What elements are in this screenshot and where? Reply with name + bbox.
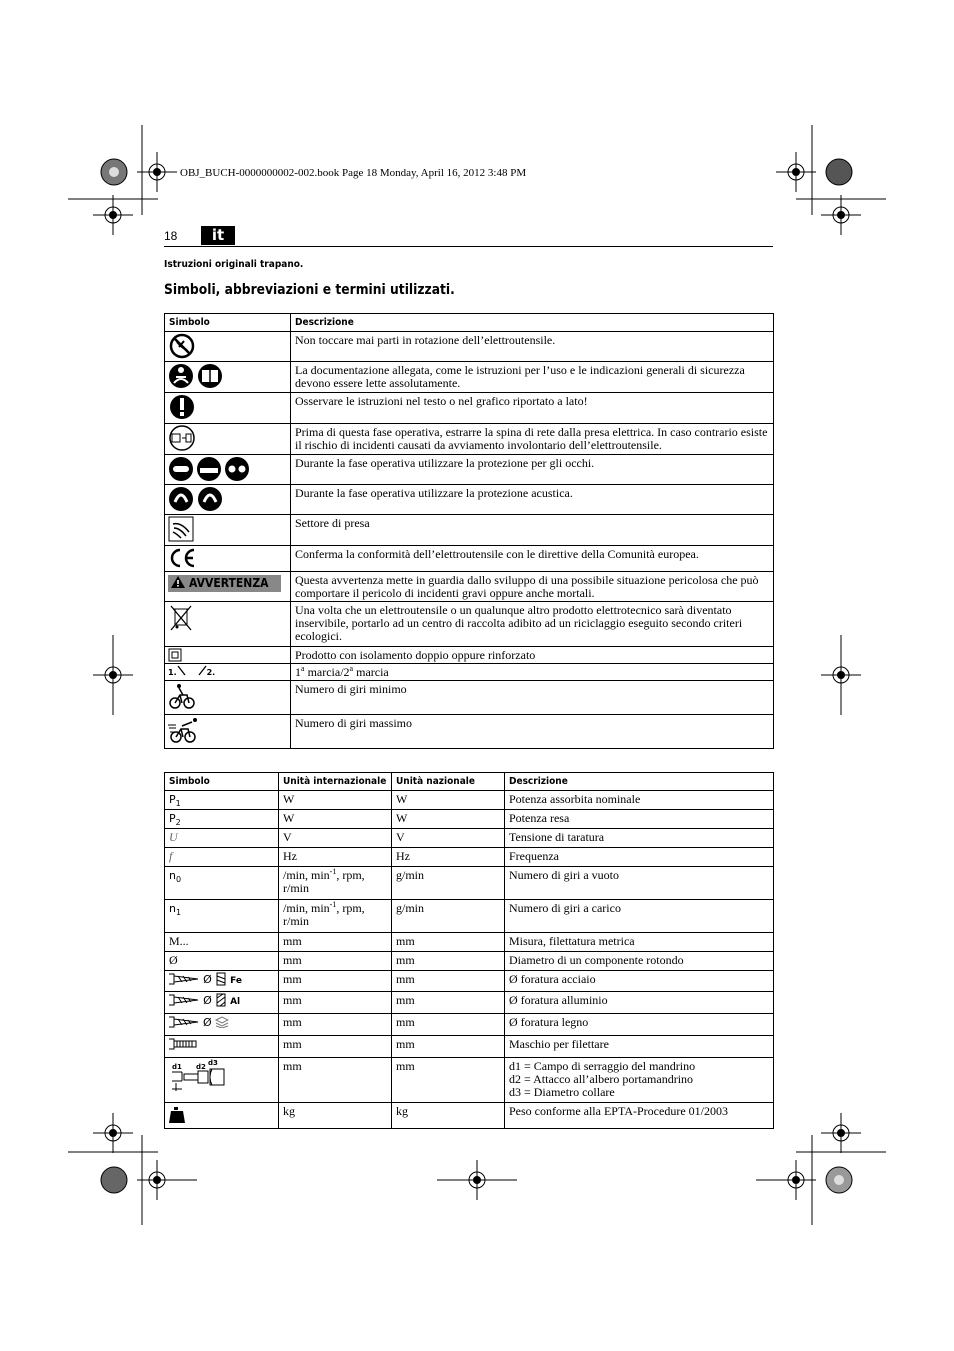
warning-badge: AVVERTENZA — [168, 575, 281, 592]
symbol-cell — [165, 1103, 279, 1129]
double-insulation-icon — [168, 648, 182, 662]
description-cell: Misura, filettatura metrica — [505, 933, 774, 952]
description-cell: Tensione di taratura — [505, 829, 774, 848]
symbol-cell: Ø — [165, 952, 279, 971]
column-header: Descrizione — [291, 314, 774, 332]
national-unit-cell: mm — [392, 1058, 505, 1103]
description-cell: Durante la fase operativa utilizzare la protezione per gli occhi. — [291, 455, 774, 485]
description-cell: Maschio per filettare — [505, 1036, 774, 1058]
description-cell: Settore di presa — [291, 515, 774, 546]
intl-unit-cell: mm — [279, 1058, 392, 1103]
description-cell: Prima di questa fase operativa, estrarre la spina di rete dalla presa elettrica. In caso contrario esiste il rischio di incidenti causati da avviamento involontario dell’elettroutensile. — [291, 424, 774, 455]
table-row — [165, 848, 774, 867]
eye-protection-icon — [168, 456, 252, 482]
document-subtitle: Istruzioni originali trapano. — [164, 259, 304, 270]
national-unit-cell: g/min — [392, 867, 505, 900]
symbol-cell: U — [165, 829, 279, 848]
symbol-cell — [165, 1058, 279, 1103]
symbol-cell: Ø — [165, 1014, 279, 1036]
tap-icon — [168, 1037, 200, 1051]
description-line: d2 = Attacco all’albero portamandrino — [509, 1072, 694, 1086]
wood-material-icon — [215, 1016, 229, 1028]
svg-text:d3: d3 — [208, 1059, 218, 1067]
drill-bit-icon — [168, 1015, 200, 1029]
symbol-cell: $n_0$ — [165, 867, 279, 900]
description-cell: 1$^a$ marcia/2$^a$ marcia — [291, 664, 774, 681]
drill-bit-icon — [168, 993, 200, 1007]
symbol-cell: Ø Fe — [165, 971, 279, 992]
description-cell: Frequenza — [505, 848, 774, 867]
column-header: Descrizione — [505, 773, 774, 791]
description-cell: Questa avvertenza mette in guardia dallo sviluppo di una possibile situazione pericolosa che può comportare il pericolo di incidenti gravi oppure anche mortali. — [291, 572, 774, 602]
max-speed-icon — [168, 716, 202, 744]
national-unit-cell: mm — [392, 1036, 505, 1058]
table-row — [165, 791, 774, 810]
table-row — [165, 829, 774, 848]
steel-material-icon — [215, 972, 227, 986]
weight-icon — [168, 1104, 186, 1124]
min-speed-icon — [168, 682, 196, 710]
gear-selection-icon — [177, 665, 207, 676]
description-cell: Durante la fase operativa utilizzare la protezione acustica. — [291, 485, 774, 515]
table-row — [165, 485, 774, 515]
national-unit-cell: kg — [392, 1103, 505, 1129]
national-unit-cell: mm — [392, 933, 505, 952]
table-row — [165, 515, 774, 546]
description-cell: Prodotto con isolamento doppio oppure rinforzato — [291, 647, 774, 664]
national-unit-cell: g/min — [392, 900, 505, 933]
national-unit-cell: W — [392, 810, 505, 829]
symbol-cell: M... — [165, 933, 279, 952]
table-header-row — [165, 773, 774, 791]
table-row — [165, 971, 774, 992]
header-rule — [164, 246, 773, 247]
table-row — [165, 546, 774, 572]
read-manual-icon — [168, 363, 224, 389]
column-header: Unità nazionale — [392, 773, 505, 791]
description-cell: Potenza assorbita nominale — [505, 791, 774, 810]
description-cell: Non toccare mai parti in rotazione dell’elettroutensile. — [291, 332, 774, 362]
symbol-cell: $n_1$ — [165, 900, 279, 933]
book-info: OBJ_BUCH-0000000002-002.book Page 18 Monday, April 16, 2012 3:48 PM — [180, 167, 527, 179]
section-heading: Simboli, abbreviazioni e termini utilizzati. — [164, 282, 455, 298]
intl-unit-cell: mm — [279, 933, 392, 952]
table-row — [165, 810, 774, 829]
column-header: Simbolo — [165, 314, 291, 332]
description-cell: Ø foratura alluminio — [505, 992, 774, 1014]
page-number: 18 — [164, 229, 178, 243]
ear-protection-icon — [168, 486, 224, 512]
description-cell: Peso conforme alla EPTA-Procedure 01/2003 — [505, 1103, 774, 1129]
description-cell: La documentazione allegata, come le istruzioni per l’uso e le indicazioni generali di sicurezza devono essere lette assolutamente. — [291, 362, 774, 393]
table-row — [165, 362, 774, 393]
intl-unit-cell: V — [279, 829, 392, 848]
symbols-table — [164, 313, 774, 749]
exclamation-icon — [168, 394, 196, 420]
table-row — [165, 393, 774, 424]
symbol-cell: $P_1$ — [165, 791, 279, 810]
intl-unit-cell: /min, $\min^{-1}$, rpm, r/min — [279, 867, 392, 900]
description-cell: Osservare le istruzioni nel testo o nel grafico riportato a lato! — [291, 393, 774, 424]
table-row — [165, 933, 774, 952]
table-row — [165, 900, 774, 933]
intl-unit-cell: mm — [279, 1014, 392, 1036]
description-cell: Potenza resa — [505, 810, 774, 829]
table-row — [165, 647, 774, 664]
description-line: d1 = Campo di serraggio del mandrino — [509, 1059, 696, 1073]
units-table — [164, 772, 774, 1129]
intl-unit-cell: W — [279, 810, 392, 829]
column-header: Simbolo — [165, 773, 279, 791]
symbol-cell: Ø Al — [165, 992, 279, 1014]
table-row — [165, 1036, 774, 1058]
warning-triangle-icon — [171, 576, 185, 588]
symbol-cell — [165, 1036, 279, 1058]
table-row — [165, 602, 774, 647]
table-row — [165, 455, 774, 485]
description-cell: Numero di giri a carico — [505, 900, 774, 933]
description-line: d3 = Diametro collare — [509, 1085, 615, 1099]
table-row — [165, 1103, 774, 1129]
table-header-row — [165, 314, 774, 332]
column-header: Unità internazionale — [279, 773, 392, 791]
crossed-bin-icon — [168, 603, 194, 633]
grip-area-icon — [168, 516, 194, 542]
description-cell — [505, 1058, 774, 1103]
symbol-cell: f — [165, 848, 279, 867]
table-row — [165, 424, 774, 455]
table-row — [165, 992, 774, 1014]
national-unit-cell: Hz — [392, 848, 505, 867]
national-unit-cell: V — [392, 829, 505, 848]
description-cell: Numero di giri minimo — [291, 681, 774, 715]
svg-text:d1: d1 — [172, 1063, 182, 1071]
chuck-dimensions-icon — [168, 1059, 232, 1095]
ce-mark-icon — [168, 547, 198, 569]
table-row — [165, 332, 774, 362]
description-cell: Una volta che un elettroutensile o un qualunque altro prodotto elettrotecnico sarà diventato inservibile, portarlo ad un centro di raccolta adibito ad un riciclaggio eseguito secondo criteri ecologici. — [291, 602, 774, 647]
national-unit-cell: mm — [392, 971, 505, 992]
table-row — [165, 867, 774, 900]
national-unit-cell: W — [392, 791, 505, 810]
table-row — [165, 1014, 774, 1036]
description-cell: Diametro di un componente rotondo — [505, 952, 774, 971]
intl-unit-cell: mm — [279, 1036, 392, 1058]
table-row — [165, 715, 774, 749]
svg-text:d2: d2 — [196, 1063, 206, 1071]
no-touch-rotating-icon — [168, 333, 196, 359]
table-row — [165, 572, 774, 602]
intl-unit-cell: mm — [279, 971, 392, 992]
table-row — [165, 1058, 774, 1103]
unplug-icon — [168, 425, 196, 451]
table-row: 1. 2. 1$^a$ marcia/2$^a$ marcia — [165, 664, 774, 681]
national-unit-cell: mm — [392, 992, 505, 1014]
description-cell: Ø foratura legno — [505, 1014, 774, 1036]
table-row — [165, 681, 774, 715]
intl-unit-cell: kg — [279, 1103, 392, 1129]
table-row — [165, 952, 774, 971]
symbol-cell: $P_2$ — [165, 810, 279, 829]
intl-unit-cell: mm — [279, 952, 392, 971]
drill-bit-icon — [168, 972, 200, 986]
description-cell: Conferma la conformità dell’elettroutensile con le direttive della Comunità europea. — [291, 546, 774, 572]
aluminium-material-icon — [215, 993, 227, 1007]
national-unit-cell: mm — [392, 952, 505, 971]
description-cell: Numero di giri a vuoto — [505, 867, 774, 900]
intl-unit-cell: mm — [279, 992, 392, 1014]
intl-unit-cell: /min, $\min^{-1}$, rpm, r/min — [279, 900, 392, 933]
description-cell: Numero di giri massimo — [291, 715, 774, 749]
national-unit-cell: mm — [392, 1014, 505, 1036]
language-tag: it — [201, 226, 235, 245]
intl-unit-cell: Hz — [279, 848, 392, 867]
description-cell: Ø foratura acciaio — [505, 971, 774, 992]
intl-unit-cell: W — [279, 791, 392, 810]
